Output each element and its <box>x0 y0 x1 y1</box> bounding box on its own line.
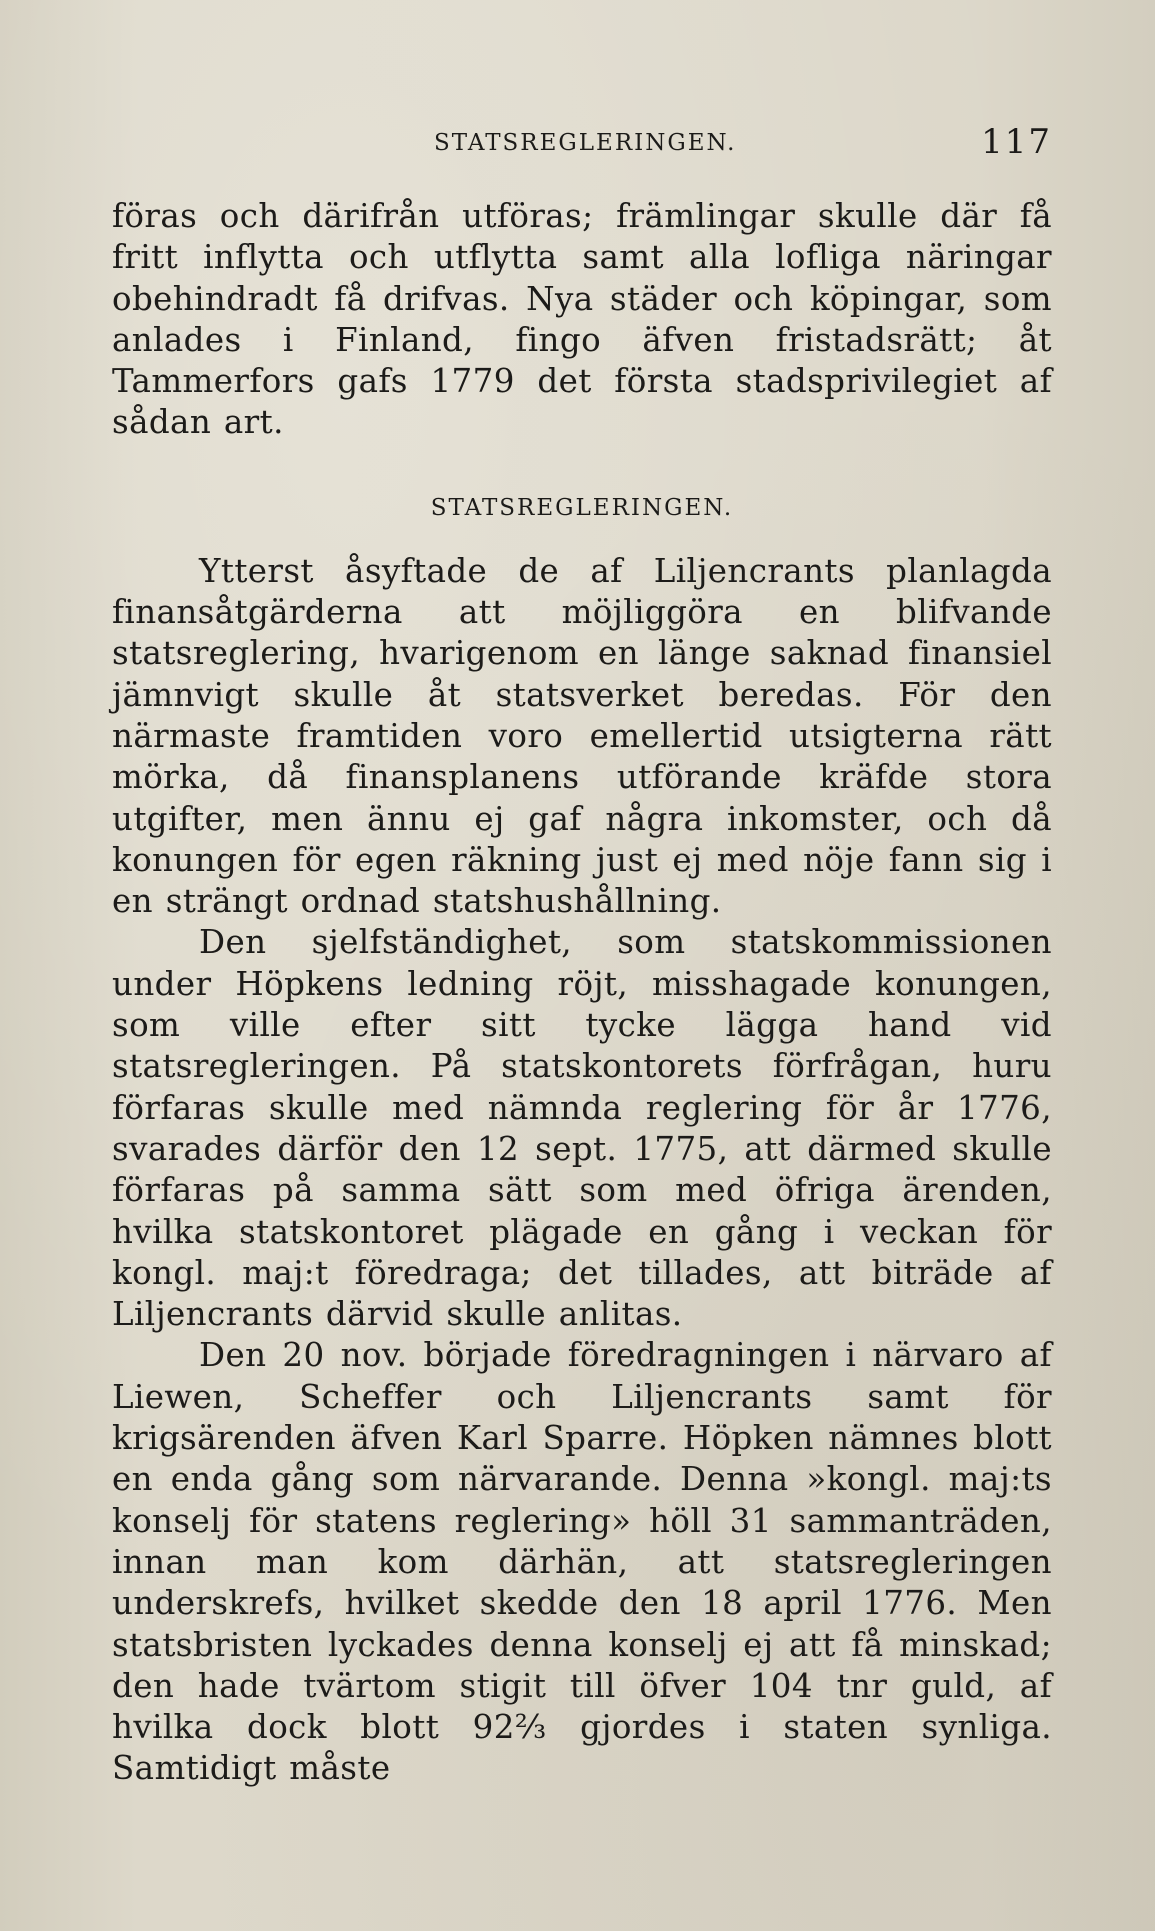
running-title: STATSREGLERINGEN. <box>434 130 737 156</box>
section-heading: STATSREGLERINGEN. <box>430 494 734 521</box>
paragraph: Den 20 nov. började föredragningen i närvaro af Liewen, Scheffer och Liljencrants samt för krigsärenden äfven Karl Sparre. Höpken nämnes blott en enda gång som närvarande. Denna »kongl. maj:ts konselj för statens reglering» höll 31 sammanträden, innan man kom därhän, att statsregleringen underskrefs, hvilket skedde den 18 april 1776. Men statsbristen lyckades denna konselj ej att få minskad; den hade tvärtom stigit till öfver 104 tnr guld, af hvilka dock blott 92⅔ gjordes i staten synliga. Samtidigt måste <box>112 1336 1052 1788</box>
paragraph-continuation: föras och därifrån utföras; främlingar skulle där få fritt inflytta och utflytta samt alla lofliga näringar obehindradt få drifvas. Nya städer och köpingar, som anlades i Finland, fingo äfven fristadsrätt; åt Tammerfors gafs 1779 det första stadsprivilegiet af sådan art. <box>112 197 1052 442</box>
running-head <box>112 122 1052 162</box>
body-text <box>112 196 1052 1790</box>
paragraph: Ytterst åsyftade de af Liljencrants planlagda finansåtgärderna att möjliggöra en blifvande statsreglering, hvarigenom en länge saknad finansiel jämnvigt skulle åt statsverket beredas. För den närmaste framtiden voro emellertid utsigterna rätt mörka, då finansplanens utförande kräfde stora utgifter, men ännu ej gaf några inkomster, och då konungen för egen räkning just ej med nöje fann sig i en strängt ordnad statshushållning. <box>112 551 1052 921</box>
page-number: 117 <box>981 122 1052 162</box>
paragraph: Den sjelfständighet, som statskommissionen under Höpkens ledning röjt, misshagade konungen, som ville efter sitt tycke lägga hand vid statsregleringen. På statskontorets förfrågan, huru förfaras skulle med nämnda reglering för år 1776, svarades därför den 12 sept. 1775, att därmed skulle förfaras på samma sätt som med öfriga ärenden, hvilka statskontoret plägade en gång i veckan för kongl. maj:t föredraga; det tillades, att biträde af Liljencrants därvid skulle anlitas. <box>112 923 1052 1334</box>
